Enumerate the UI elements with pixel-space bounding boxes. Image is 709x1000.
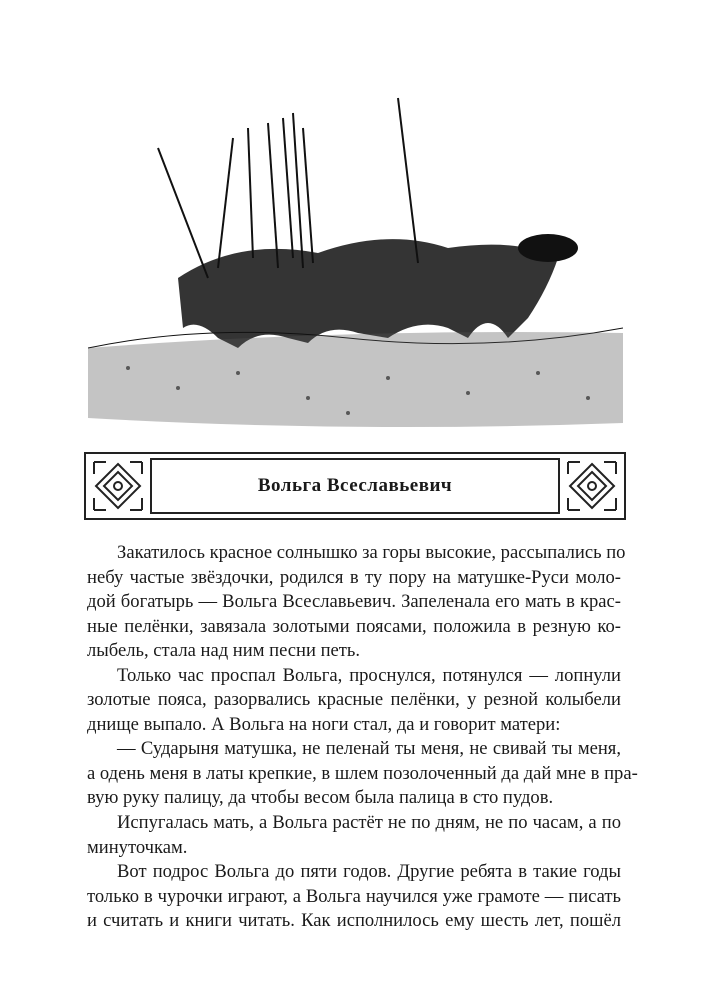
text-line: Закатилось красное солнышко за горы высокие, рассыпались по <box>117 542 626 563</box>
text-line: — Сударыня матушка, не пеленай ты меня, не свивай ты меня, <box>117 738 621 760</box>
text-line: Испугалась мать, а Вольга растёт не по дням, не по часам, а по <box>117 812 621 834</box>
chapter-title-frame <box>84 452 626 520</box>
title-panel <box>150 458 560 514</box>
text-line: лыбель, стала над ним песни петь. <box>87 640 361 662</box>
paragraph <box>87 811 621 860</box>
text-line: Только час проспал Вольга, проснулся, потянулся — лопнули <box>117 664 621 686</box>
paragraph <box>87 664 621 738</box>
text-line: днище выпало. А Вольга на ноги стал, да и говорит матери: <box>87 713 561 735</box>
paragraph <box>87 737 638 811</box>
text-line: золотые пояса, разорвались красные пелёнки, у резной колыбели <box>87 689 621 711</box>
text-line: ные пелёнки, завязала золотыми поясами, положила в резную ко- <box>87 615 621 637</box>
chapter-title: Вольга Всеславьевич <box>257 475 453 496</box>
text-line: и считать и книги читать. Как исполнилось ему шесть лет, пошёл <box>87 910 621 932</box>
ornament-left-icon <box>92 460 144 512</box>
text-line: вую руку палицу, да чтобы весом была палица в сто пудов. <box>87 787 554 809</box>
paragraph <box>87 541 626 664</box>
text-line: дой богатырь — Вольга Всеславьевич. Запеленала его мать в крас- <box>87 591 621 613</box>
text-line: небу частые звёздочки, родился в ту пору на матушке-Руси моло- <box>87 566 621 588</box>
riders-illustration <box>88 88 623 428</box>
text-line: а одень меня в латы крепкие, в шлем позолоченный да дай мне в пра- <box>87 762 638 784</box>
body-text <box>87 541 638 934</box>
paragraph <box>87 860 621 934</box>
text-line: минуточкам. <box>87 836 188 858</box>
ornament-right-icon <box>566 460 618 512</box>
text-line: Вот подрос Вольга до пяти годов. Другие ребята в такие годы <box>117 861 621 883</box>
text-line: только в чурочки играют, а Вольга научился уже грамоте — писать <box>87 885 621 907</box>
